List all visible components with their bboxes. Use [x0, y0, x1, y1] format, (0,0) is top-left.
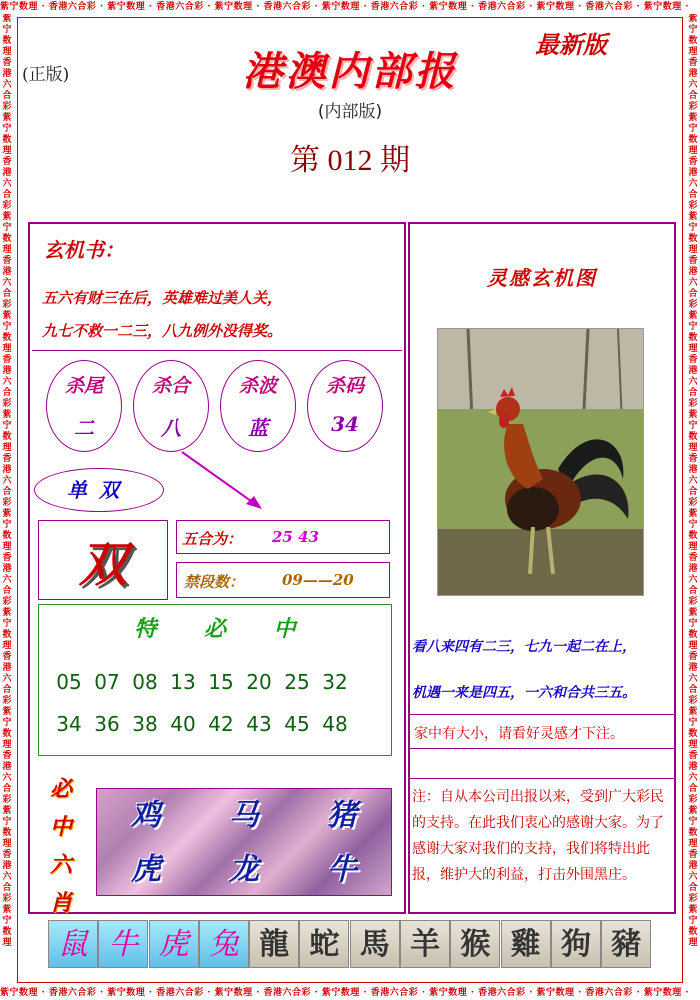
- zodiac-tile: 馬: [350, 920, 400, 968]
- big-char: 双: [78, 537, 127, 593]
- lottery-number: 40: [170, 712, 196, 736]
- zodiac-tile: 狗: [551, 920, 601, 968]
- zodiac-tile: 豬: [601, 920, 651, 968]
- latest-edition-label: 最新版: [535, 30, 607, 59]
- inspiration-title: 灵感玄机图: [487, 266, 597, 290]
- kill-number-oval: [307, 360, 383, 452]
- page-title: 港澳内部报: [242, 48, 458, 95]
- zodiac-cell: 牛: [327, 852, 357, 887]
- lottery-number: 32: [322, 670, 348, 694]
- lottery-number: 38: [132, 712, 158, 736]
- frame-bottom-border: 紫宁数理 · 香港六合彩 · 紫宁数理 · 香港六合彩 · 紫宁数理 · 香港六合彩 · 紫宁数理 · 香港六合彩 · 紫宁数理 · 香港六合彩 · 紫宁数理 · 香港六合彩 · 紫宁数理 ·: [0, 988, 690, 998]
- lottery-number: 05: [56, 670, 82, 694]
- zodiac-tile: 牛: [98, 920, 148, 968]
- zodiac-tile: 鼠: [48, 920, 98, 968]
- zodiac-bar: [48, 920, 652, 970]
- zodiac-tile: 雞: [501, 920, 551, 968]
- inspiration-note: 家中有大小，请看好灵感才下注。: [414, 726, 624, 742]
- oval-key: 杀合: [151, 375, 190, 397]
- oval-value: 八: [161, 416, 181, 440]
- lottery-number: 13: [170, 670, 196, 694]
- kill-tail-oval: [46, 360, 122, 452]
- divider: [410, 778, 674, 779]
- oval-key: 杀波: [238, 375, 277, 397]
- rooster-photo: [437, 328, 644, 596]
- zodiac-cell: 龙: [229, 852, 259, 887]
- lottery-number: 25: [284, 670, 310, 694]
- five-combine-value: 25 43: [272, 528, 319, 546]
- number-row: [50, 712, 390, 736]
- lottery-number: 43: [246, 712, 272, 736]
- zodiac-tile: 龍: [249, 920, 299, 968]
- mystery-poem-line: 五六有财三在后，英雄难过美人关，: [42, 289, 283, 307]
- kill-combine-oval: [133, 360, 209, 452]
- zodiac-tile: 猴: [450, 920, 500, 968]
- lottery-number: 42: [208, 712, 234, 736]
- oval-value: 34: [331, 412, 359, 436]
- zodiac-cell: 马: [229, 798, 259, 833]
- lottery-number: 20: [246, 670, 272, 694]
- oval-key: 杀尾: [64, 375, 103, 397]
- six-zodiac-image: [96, 788, 392, 896]
- special-title: 特 必 中: [134, 616, 296, 642]
- oval-value: 二: [74, 416, 94, 440]
- notice-text: 注：自从本公司出报以来，受到广大彩民的支持。在此我们衷心的感谢大家。为了感谢大家对我们的支持，我们将特出此报，维护大的利益，打击外围黑庄。: [412, 789, 664, 883]
- zodiac-tile: 虎: [149, 920, 199, 968]
- oval-key: 杀码: [325, 375, 364, 397]
- mystery-poem-title: 玄机书：: [44, 238, 124, 262]
- lottery-number: 36: [94, 712, 120, 736]
- zodiac-tile: 蛇: [299, 920, 349, 968]
- zodiac-tile: 兔: [199, 920, 249, 968]
- lottery-number: 45: [284, 712, 310, 736]
- zodiac-cell: 鸡: [131, 798, 161, 833]
- odd-even-oval: 单双: [34, 468, 164, 512]
- six-zodiac-label: 必 中 六 肖: [49, 776, 72, 916]
- rooster-icon: [438, 329, 644, 596]
- lottery-number: 48: [322, 712, 348, 736]
- divider: [410, 714, 674, 715]
- page-subtitle: (内部版): [317, 102, 383, 122]
- arrow-icon: [178, 446, 268, 516]
- inspiration-poem-line: 看八来四有二三，七九一起二在上，: [412, 639, 636, 655]
- kill-wave-oval: [220, 360, 296, 452]
- frame-right-border: 紫宁数理香港六合彩紫宁数理香港六合彩紫宁数理香港六合彩紫宁数理香港六合彩紫宁数理香港六合彩紫宁数理香港六合彩紫宁数理香港六合彩紫宁数理香港六合彩紫宁数理香港六合彩紫宁数理: [688, 14, 698, 948]
- zodiac-cell: 虎: [131, 852, 161, 887]
- zodiac-cell: 猪: [327, 798, 357, 833]
- edition-label: (正版): [22, 65, 70, 85]
- five-combine-label: 五合为：: [182, 530, 243, 548]
- mystery-poem-line: 九七不救一二三，八九例外没得奖。: [42, 322, 283, 340]
- lottery-number: 07: [94, 670, 120, 694]
- lottery-number: 08: [132, 670, 158, 694]
- number-row: [50, 670, 390, 694]
- lottery-number: 15: [208, 670, 234, 694]
- divider: [410, 748, 674, 749]
- lottery-number: 34: [56, 712, 82, 736]
- divider: [32, 350, 402, 351]
- zodiac-tile: 羊: [400, 920, 450, 968]
- inspiration-poem-line: 机遇一来是四五，一六和合共三五。: [412, 685, 636, 701]
- banned-range-label: 禁段数：: [184, 573, 245, 591]
- issue-number: 第 012 期: [290, 144, 410, 177]
- banned-range-value: 09——20: [282, 571, 354, 589]
- frame-top-border: 紫宁数理 · 香港六合彩 · 紫宁数理 · 香港六合彩 · 紫宁数理 · 香港六合彩 · 紫宁数理 · 香港六合彩 · 紫宁数理 · 香港六合彩 · 紫宁数理 · 香港六合彩 · 紫宁数理 ·: [0, 2, 690, 12]
- frame-left-border: 紫宁数理香港六合彩紫宁数理香港六合彩紫宁数理香港六合彩紫宁数理香港六合彩紫宁数理香港六合彩紫宁数理香港六合彩紫宁数理香港六合彩紫宁数理香港六合彩紫宁数理香港六合彩紫宁数理: [2, 14, 12, 948]
- oval-value: 蓝: [248, 416, 268, 440]
